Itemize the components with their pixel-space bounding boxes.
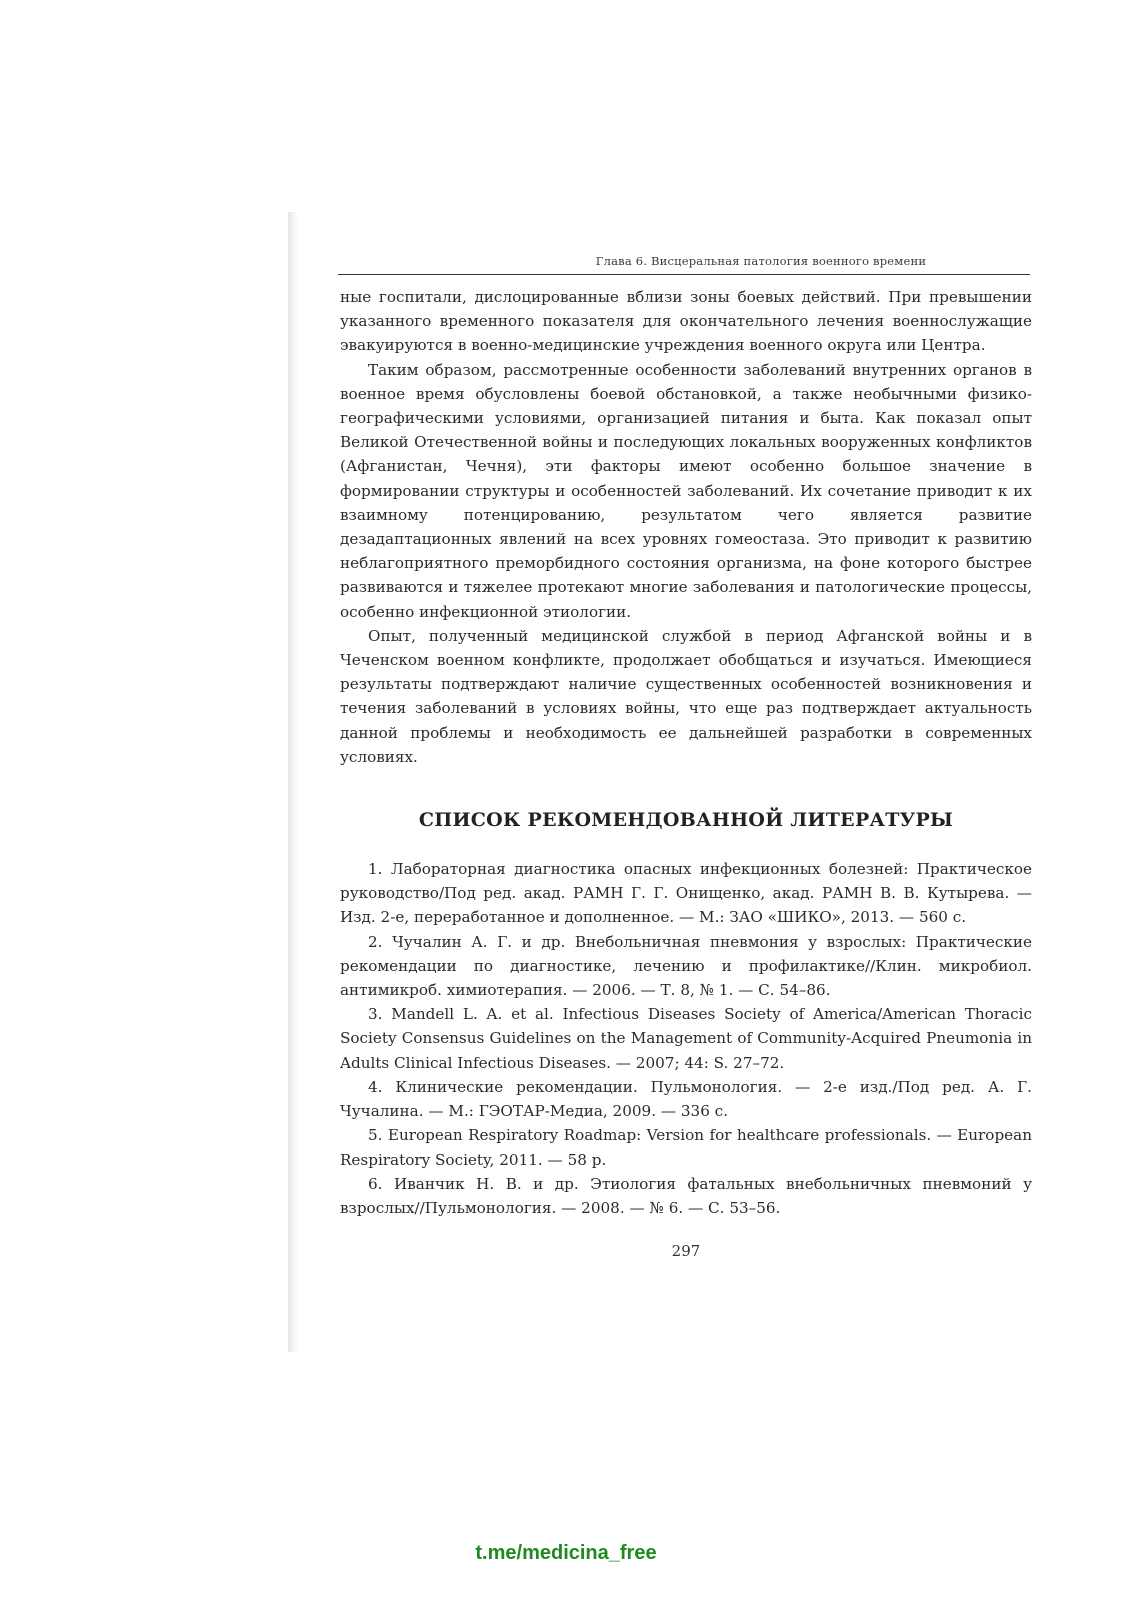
header-rule [338, 274, 1030, 275]
reference-item-3: 3. Mandell L. A. et al. Infectious Diseases Society of America/American Thoracic Society Consensus Guidelines on the Management of Community-Acquired Pneumonia in Adults Clinical Infectious Diseases. — 2007; 44: S. 27–72. [340, 1005, 1032, 1072]
body-text [340, 285, 1032, 769]
reference-item-4: 4. Клинические рекомендации. Пульмонология. — 2-е изд./Под ред. А. Г. Чучалина. — М.: ГЭОТАР-Медиа, 2009. — 336 с. [340, 1077, 1032, 1121]
references-heading: СПИСОК РЕКОМЕНДОВАННОЙ ЛИТЕРАТУРЫ [418, 809, 954, 832]
paragraph-2: Таким образом, рассмотренные особенности заболеваний внутренних органов в военное время обусловлены боевой обстановкой, а также необычными физико-географическими условиями, организацией питания и быта. Как показал опыт Великой Отечественной войны и последующих локальных вооруженных конфликтов (Афганистан, Чечня), эти факторы имеют особенно большое значение в формировании структуры и особенностей заболеваний. Их сочетание приводит к их взаимному потенцированию, результатом чего является развитие дезадаптационных явлений на всех уровнях гомеостаза. Это приводит к развитию неблагоприятного преморбидного состояния организма, на фоне которого быстрее развиваются и тяжелее протекают многие заболевания и патологические процессы, особенно инфекционной этиологии. [340, 360, 1032, 621]
watermark-link[interactable]: t.me/medicina_free [475, 1542, 657, 1564]
reference-item-1: 1. Лабораторная диагностика опасных инфекционных болезней: Практическое руководство/Под ред. акад. РАМН Г. Г. Онищенко, акад. РАМН В. В. Кутырева. — Изд. 2-е, переработанное и дополненное. — М.: ЗАО «ШИКО», 2013. — 560 с. [340, 860, 1032, 927]
page-gutter-shadow [288, 212, 298, 1352]
references-list [340, 857, 1032, 1220]
running-header: Глава 6. Висцеральная патология военного времени [595, 254, 927, 268]
paragraph-1: ные госпитали, дислоцированные вблизи зоны боевых действий. При превышении указанного временного показателя для окончательного лечения военнослужащие эвакуируются в военно-медицинские учреждения военного округа или Центра. [340, 288, 1032, 355]
reference-item-2: 2. Чучалин А. Г. и др. Внебольничная пневмония у взрослых: Практические рекомендации по диагностике, лечению и профилактике//Клин. микробиол. антимикроб. химиотерапия. — 2006. — Т. 8, № 1. — С. 54–86. [340, 932, 1032, 1000]
page-number: 297 [671, 1242, 701, 1261]
reference-item-5: 5. European Respiratory Roadmap: Version for healthcare professionals. — European Respiratory Society, 2011. — 58 p. [340, 1126, 1032, 1169]
book-page [340, 252, 1032, 1260]
reference-item-6: 6. Иванчик Н. В. и др. Этиология фатальных внебольничных пневмоний у взрослых//Пульмонология. — 2008. — № 6. — С. 53–56. [340, 1174, 1032, 1217]
paragraph-3: Опыт, полученный медицинской службой в период Афганской войны и в Чеченском военном конфликте, продолжает обобщаться и изучаться. Имеющиеся результаты подтверждают наличие существенных особенностей возникновения и течения заболеваний в условиях войны, что еще раз подтверждает актуальность данной проблемы и необходимость ее дальнейшей разработки в современных условиях. [340, 626, 1032, 766]
